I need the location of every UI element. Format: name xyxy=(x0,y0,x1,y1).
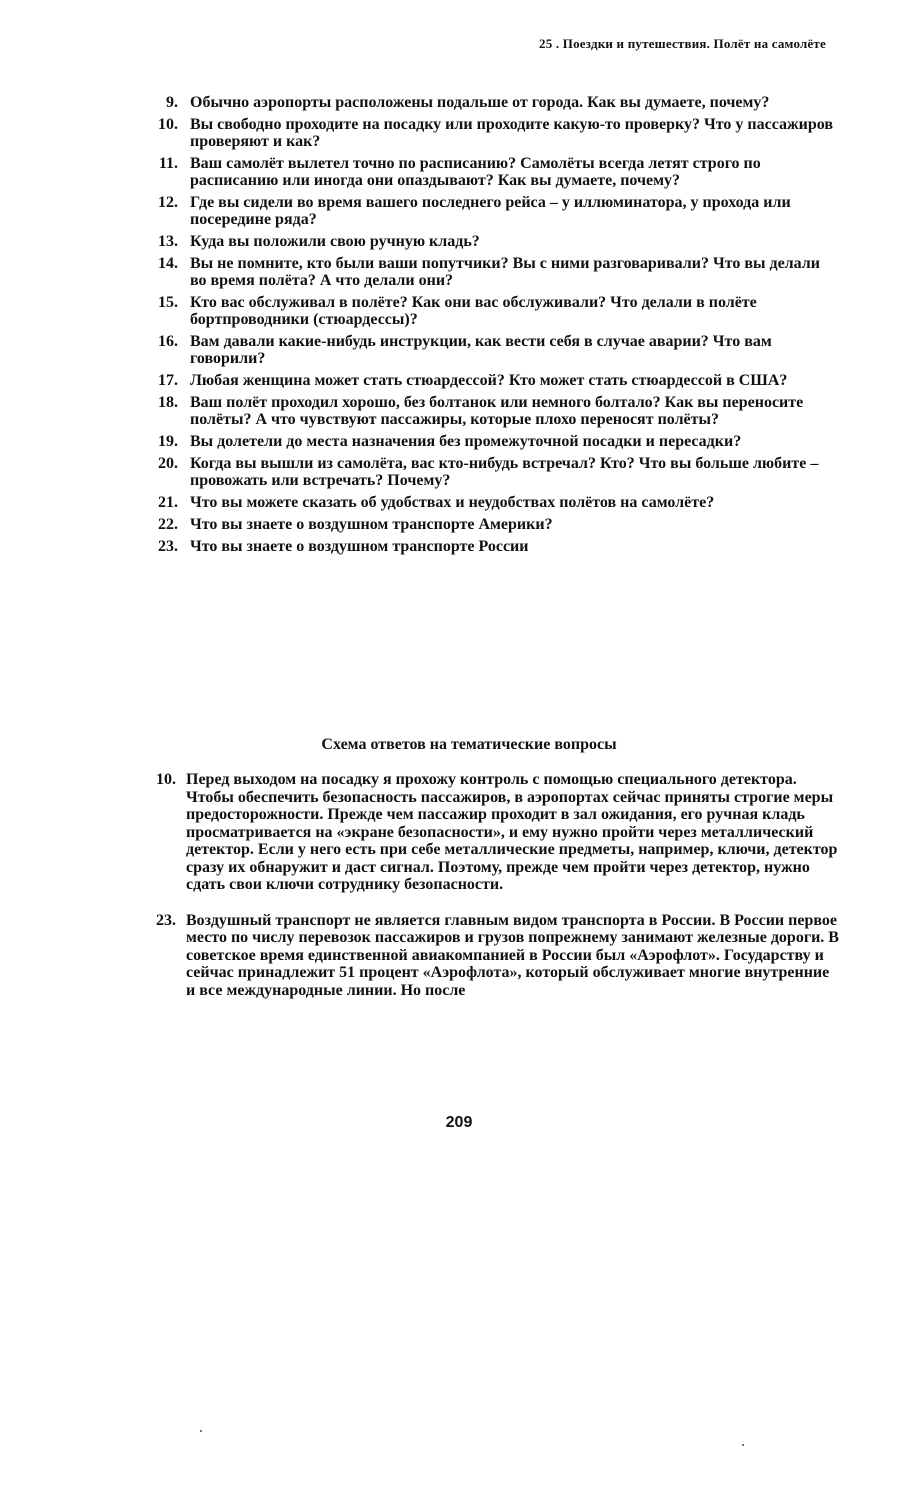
question-number: 10. xyxy=(158,116,178,133)
question-text: Что вы можете сказать об удобствах и неудобствах полётов на самолёте? xyxy=(190,494,715,511)
question-item xyxy=(140,233,840,250)
question-item xyxy=(140,155,840,189)
question-item xyxy=(140,116,840,150)
question-text: Любая женщина может стать стюардессой? Кто может стать стюардессой в США? xyxy=(190,372,788,389)
question-text: Когда вы вышли из самолёта, вас кто-нибудь встречал? Кто? Что вы больше любите – провожать или встречать? Почему? xyxy=(190,455,819,489)
answer-item xyxy=(140,912,840,1000)
answer-number: 23. xyxy=(156,911,176,929)
answer-item xyxy=(140,771,840,894)
question-number: 22. xyxy=(158,516,178,533)
question-item xyxy=(140,494,840,511)
question-text: Вы долетели до места назначения без промежуточной посадки и пересадки? xyxy=(190,433,742,450)
answer-number: 10. xyxy=(156,771,176,788)
question-item xyxy=(140,516,840,533)
scan-speck xyxy=(742,1444,744,1446)
question-item xyxy=(140,433,840,450)
question-text: Вам давали какие-нибудь инструкции, как вести себя в случае аварии? Что вам говорили? xyxy=(190,333,772,367)
question-item xyxy=(140,333,840,367)
question-text: Ваш самолёт вылетел точно по расписанию? Самолёты всегда летят строго по расписанию или иногда они опаздывают? Как вы думаете, почему? xyxy=(190,155,761,189)
question-item xyxy=(140,372,840,389)
question-number: 23. xyxy=(158,538,178,555)
question-text: Вы свободно проходите на посадку или проходите какую-то проверку? Что у пассажиров проверяют и как? xyxy=(190,116,834,150)
question-item xyxy=(140,255,840,289)
scan-speck xyxy=(200,1430,202,1432)
question-number: 13. xyxy=(158,233,178,250)
question-number: 16. xyxy=(158,333,178,350)
answer-text: Воздушный транспорт не является главным видом транспорта в России. В России первое место по числу перевозок пассажиров и грузов попрежнему занимают железные дороги. В советское время единственной авиакомпанией в России был «Аэрофлот». Государству и сейчас принадлежит 51 процент «Аэрофлота», который обслуживает многие внутренние и все международные линии. Но после xyxy=(186,911,839,999)
question-text: Кто вас обслуживал в полёте? Как они вас обслуживали? Что делали в полёте бортпроводники (стюардессы)? xyxy=(190,294,757,328)
question-number: 18. xyxy=(158,394,178,411)
question-item xyxy=(140,94,840,111)
question-text: Где вы сидели во время вашего последнего рейса – у иллюминатора, у прохода или посередине ряда? xyxy=(190,194,791,228)
question-number: 21. xyxy=(158,494,178,511)
running-head: 25 . Поездки и путешествия. Полёт на самолёте xyxy=(539,36,826,51)
answers-list xyxy=(140,771,840,1017)
question-text: Вы не помните, кто были ваши попутчики? Вы с ними разговаривали? Что вы делали во время полёта? А что делали они? xyxy=(190,255,820,289)
question-item xyxy=(140,194,840,228)
question-number: 17. xyxy=(158,372,178,389)
question-number: 15. xyxy=(158,294,178,311)
question-number: 12. xyxy=(158,194,178,211)
question-number: 19. xyxy=(158,433,178,450)
question-text: Куда вы положили свою ручную кладь? xyxy=(190,233,480,250)
answer-text: Перед выходом на посадку я прохожу контроль с помощью специального детектора. Чтобы обеспечить безопасность пассажиров, в аэропортах сейчас приняты строгие меры предосторожности. Прежде чем пассажир проходит в зал ожидания, его ручная кладь просматривается на «экране безопасности», и ему нужно пройти через металлический детектор. Если у него есть при себе металлические предметы, например, ключи, детектор сразу их обнаружит и даст сигнал. Поэтому, прежде чем пройти через детектор, нужно сдать свои ключи сотруднику безопасности. xyxy=(186,771,838,893)
answers-heading: Схема ответов на тематические вопросы xyxy=(321,736,617,753)
page-number: 209 xyxy=(445,1114,473,1131)
question-item xyxy=(140,294,840,328)
question-number: 20. xyxy=(158,455,178,472)
question-item xyxy=(140,394,840,428)
question-number: 14. xyxy=(158,255,178,272)
question-item xyxy=(140,538,840,555)
question-text: Обычно аэропорты расположены подальше от города. Как вы думаете, почему? xyxy=(190,94,770,111)
questions-list xyxy=(140,94,840,560)
question-item xyxy=(140,455,840,489)
question-text: Что вы знаете о воздушном транспорте Америки? xyxy=(190,516,553,533)
question-number: 11. xyxy=(158,155,178,172)
question-number: 9. xyxy=(166,94,178,111)
question-text: Что вы знаете о воздушном транспорте России xyxy=(190,538,529,555)
question-text: Ваш полёт проходил хорошо, без болтанок или немного болтало? Как вы переносите полёты? А что чувствуют пассажиры, которые плохо переносят полёты? xyxy=(190,394,804,428)
